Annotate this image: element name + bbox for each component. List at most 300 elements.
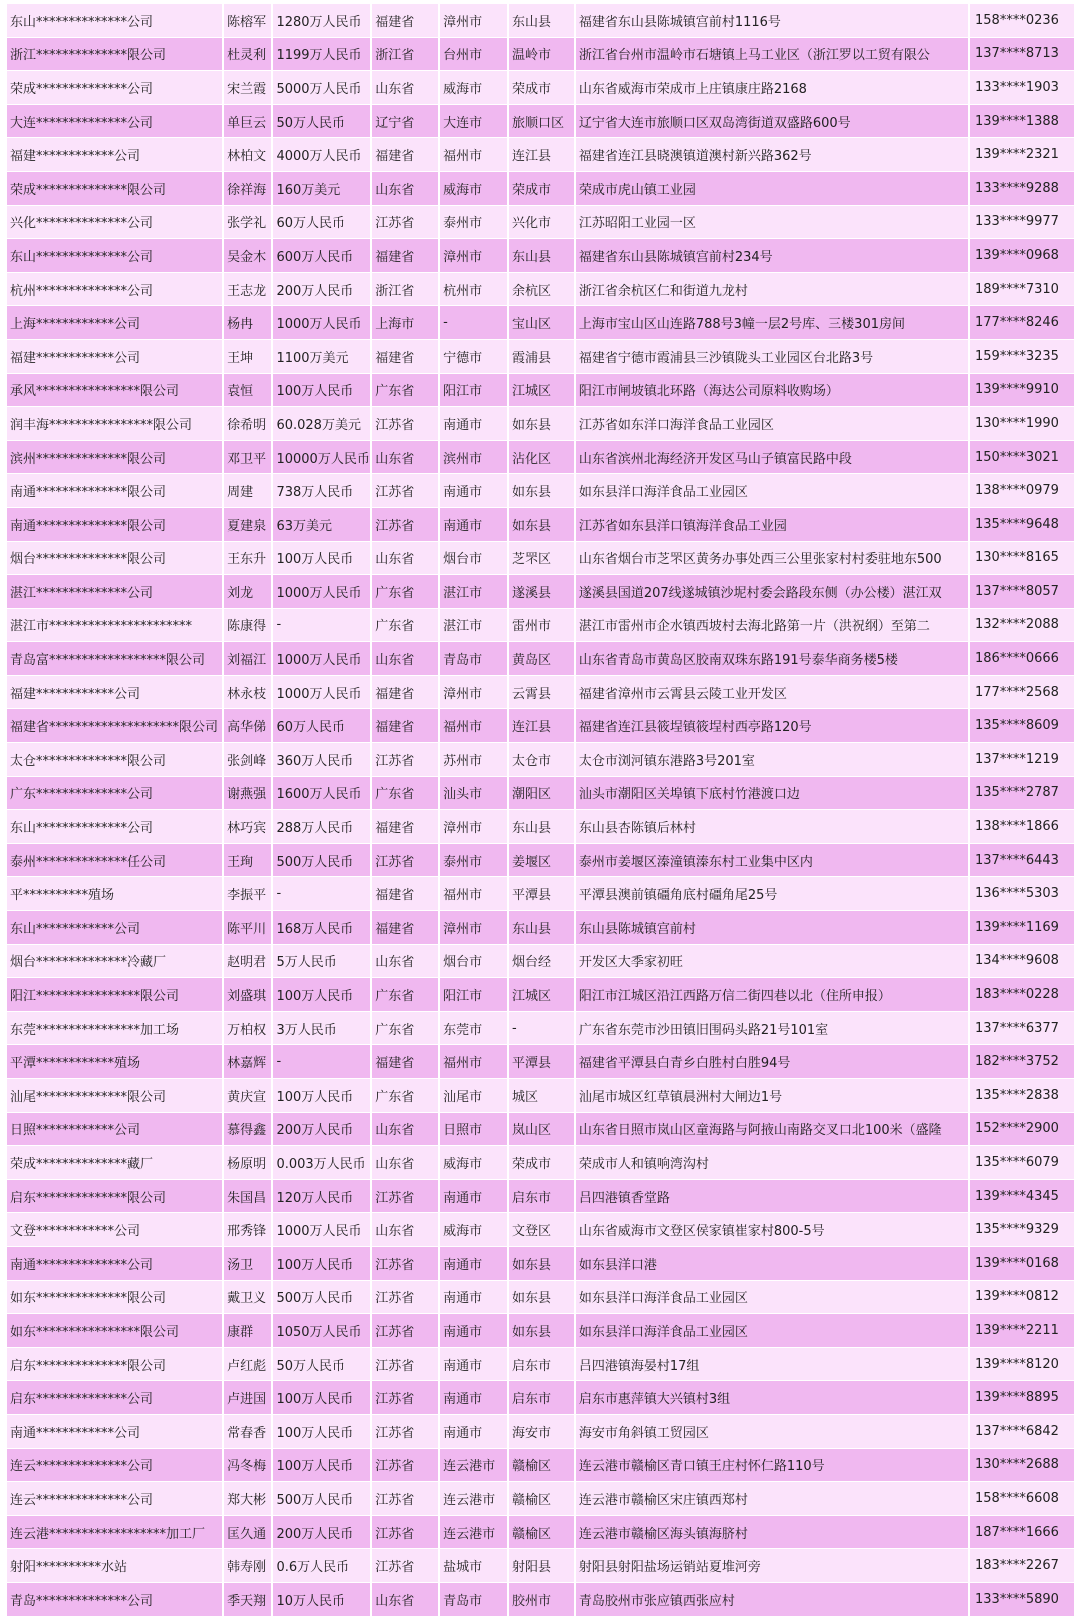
- city-cell: 阳江市: [440, 374, 507, 407]
- address-cell: 福建省宁德市霞浦县三沙镇陇头工业园区台北路3号: [576, 340, 968, 373]
- province-cell: 江苏省: [372, 1247, 438, 1280]
- phone-cell: 139****2321: [970, 138, 1074, 171]
- city-cell: 福州市: [440, 138, 507, 171]
- legal-person-cell: 王坤: [224, 340, 271, 373]
- province-cell: 江苏省: [372, 1449, 438, 1482]
- province-cell: 山东省: [372, 1213, 438, 1246]
- legal-person-cell: 慕得鑫: [224, 1113, 271, 1146]
- table-row: [7, 1381, 1074, 1414]
- registered-capital-cell: 100万人民币: [273, 1381, 370, 1414]
- district-cell: 霞浦县: [509, 340, 574, 373]
- district-cell: 平潭县: [509, 1045, 574, 1078]
- legal-person-cell: 王志龙: [224, 273, 271, 306]
- phone-cell: 182****3752: [970, 1045, 1074, 1078]
- table-row: [7, 239, 1074, 272]
- table-row: [7, 1247, 1074, 1280]
- province-cell: 福建省: [372, 138, 438, 171]
- city-cell: 南通市: [440, 1314, 507, 1347]
- legal-person-cell: 杨原明: [224, 1146, 271, 1179]
- registered-capital-cell: 100万人民币: [273, 1079, 370, 1112]
- address-cell: 辽宁省大连市旅顺口区双岛湾街道双盛路600号: [576, 105, 968, 138]
- province-cell: 山东省: [372, 71, 438, 104]
- address-cell: 汕头市潮阳区关埠镇下底村竹港渡口边: [576, 777, 968, 810]
- legal-person-cell: 林柏文: [224, 138, 271, 171]
- city-cell: 盐城市: [440, 1549, 507, 1582]
- legal-person-cell: 徐希明: [224, 407, 271, 440]
- registered-capital-cell: 63万美元: [273, 508, 370, 541]
- registered-capital-cell: 5万人民币: [273, 945, 370, 978]
- registered-capital-cell: 60.028万美元: [273, 407, 370, 440]
- legal-person-cell: 徐祥海: [224, 172, 271, 205]
- address-cell: 山东省青岛市黄岛区胶南双珠东路191号泰华商务楼5楼: [576, 642, 968, 675]
- registered-capital-cell: 500万人民币: [273, 1281, 370, 1314]
- registered-capital-cell: 5000万人民币: [273, 71, 370, 104]
- phone-cell: 183****2267: [970, 1549, 1074, 1582]
- city-cell: 连云港市: [440, 1482, 507, 1515]
- province-cell: 浙江省: [372, 273, 438, 306]
- company-name-cell: 大连**************公司: [7, 105, 222, 138]
- city-cell: 日照市: [440, 1113, 507, 1146]
- city-cell: 苏州市: [440, 743, 507, 776]
- registered-capital-cell: 60万人民币: [273, 709, 370, 742]
- district-cell: 荣成市: [509, 1146, 574, 1179]
- legal-person-cell: 谢燕强: [224, 777, 271, 810]
- city-cell: 南通市: [440, 1415, 507, 1448]
- registered-capital-cell: 1280万人民币: [273, 4, 370, 37]
- phone-cell: 134****9608: [970, 945, 1074, 978]
- legal-person-cell: 杨冉: [224, 306, 271, 339]
- address-cell: 连云港市赣榆区宋庄镇西郑村: [576, 1482, 968, 1515]
- table-row: [7, 642, 1074, 675]
- phone-cell: 130****1990: [970, 407, 1074, 440]
- city-cell: 泰州市: [440, 206, 507, 239]
- table-row: [7, 340, 1074, 373]
- address-cell: 山东省日照市岚山区童海路与阿掖山南路交叉口北100米（盛隆: [576, 1113, 968, 1146]
- address-cell: 东山县杏陈镇后林村: [576, 810, 968, 843]
- legal-person-cell: 袁恒: [224, 374, 271, 407]
- city-cell: 杭州市: [440, 273, 507, 306]
- district-cell: 东山县: [509, 911, 574, 944]
- company-name-cell: 浙江**************限公司: [7, 38, 222, 71]
- district-cell: 东山县: [509, 239, 574, 272]
- company-name-cell: 上海************公司: [7, 306, 222, 339]
- table-row: [7, 1583, 1074, 1616]
- district-cell: 连江县: [509, 138, 574, 171]
- phone-cell: 135****8609: [970, 709, 1074, 742]
- table-row: [7, 1146, 1074, 1179]
- legal-person-cell: 戴卫义: [224, 1281, 271, 1314]
- address-cell: 山东省烟台市芝罘区黄务办事处西三公里张家村村委驻地东500: [576, 542, 968, 575]
- registered-capital-cell: 10万人民币: [273, 1583, 370, 1616]
- district-cell: 江城区: [509, 978, 574, 1011]
- legal-person-cell: 夏建泉: [224, 508, 271, 541]
- registered-capital-cell: 200万人民币: [273, 1113, 370, 1146]
- address-cell: 连云港市赣榆区青口镇王庄村怀仁路110号: [576, 1449, 968, 1482]
- phone-cell: 177****8246: [970, 306, 1074, 339]
- table-row: [7, 441, 1074, 474]
- company-name-cell: 汕尾**************限公司: [7, 1079, 222, 1112]
- address-cell: 荣成市虎山镇工业园: [576, 172, 968, 205]
- city-cell: 福州市: [440, 877, 507, 910]
- company-name-cell: 东山**************公司: [7, 239, 222, 272]
- province-cell: 江苏省: [372, 206, 438, 239]
- legal-person-cell: 张学礼: [224, 206, 271, 239]
- legal-person-cell: 邢秀锋: [224, 1213, 271, 1246]
- phone-cell: 133****5890: [970, 1583, 1074, 1616]
- registered-capital-cell: 1000万人民币: [273, 642, 370, 675]
- district-cell: 东山县: [509, 810, 574, 843]
- table-row: [7, 105, 1074, 138]
- phone-cell: 159****3235: [970, 340, 1074, 373]
- city-cell: 漳州市: [440, 239, 507, 272]
- province-cell: 上海市: [372, 306, 438, 339]
- phone-cell: 137****1219: [970, 743, 1074, 776]
- district-cell: 赣榆区: [509, 1516, 574, 1549]
- legal-person-cell: 朱国昌: [224, 1180, 271, 1213]
- phone-cell: 139****9910: [970, 374, 1074, 407]
- district-cell: 如东县: [509, 1314, 574, 1347]
- province-cell: 山东省: [372, 172, 438, 205]
- district-cell: -: [509, 1012, 574, 1045]
- province-cell: 江苏省: [372, 1549, 438, 1582]
- table-row: [7, 1314, 1074, 1347]
- company-name-cell: 荣成**************藏厂: [7, 1146, 222, 1179]
- district-cell: 雷州市: [509, 609, 574, 642]
- address-cell: 福建省东山县陈城镇宫前村234号: [576, 239, 968, 272]
- address-cell: 平潭县澳前镇礓角底村礓角尾25号: [576, 877, 968, 910]
- company-name-cell: 福建************公司: [7, 340, 222, 373]
- phone-cell: 138****0979: [970, 474, 1074, 507]
- province-cell: 广东省: [372, 1079, 438, 1112]
- registered-capital-cell: 60万人民币: [273, 206, 370, 239]
- legal-person-cell: 王东升: [224, 542, 271, 575]
- address-cell: 吕四港镇海晏村17组: [576, 1348, 968, 1381]
- province-cell: 山东省: [372, 542, 438, 575]
- table-row: [7, 407, 1074, 440]
- phone-cell: 139****0168: [970, 1247, 1074, 1280]
- registered-capital-cell: 1000万人民币: [273, 1213, 370, 1246]
- registered-capital-cell: 1000万人民币: [273, 575, 370, 608]
- legal-person-cell: 陈康得: [224, 609, 271, 642]
- province-cell: 江苏省: [372, 1381, 438, 1414]
- province-cell: 山东省: [372, 1146, 438, 1179]
- province-cell: 江苏省: [372, 1415, 438, 1448]
- table-row: [7, 508, 1074, 541]
- city-cell: 湛江市: [440, 609, 507, 642]
- phone-cell: 139****4345: [970, 1180, 1074, 1213]
- table-row: [7, 1415, 1074, 1448]
- table-row: [7, 138, 1074, 171]
- table-row: [7, 374, 1074, 407]
- legal-person-cell: 季天翔: [224, 1583, 271, 1616]
- company-name-cell: 平**********殖场: [7, 877, 222, 910]
- address-cell: 太仓市浏河镇东港路3号201室: [576, 743, 968, 776]
- legal-person-cell: 张剑峰: [224, 743, 271, 776]
- company-name-cell: 杭州**************公司: [7, 273, 222, 306]
- address-cell: 山东省滨州北海经济开发区马山子镇富民路中段: [576, 441, 968, 474]
- city-cell: 烟台市: [440, 945, 507, 978]
- table-row: [7, 945, 1074, 978]
- legal-person-cell: 周建: [224, 474, 271, 507]
- registered-capital-cell: 10000万人民币: [273, 441, 370, 474]
- company-name-cell: 连云港******************加工厂: [7, 1516, 222, 1549]
- phone-cell: 183****0228: [970, 978, 1074, 1011]
- city-cell: 威海市: [440, 1146, 507, 1179]
- phone-cell: 132****2088: [970, 609, 1074, 642]
- address-cell: 汕尾市城区红草镇晨洲村大闸边1号: [576, 1079, 968, 1112]
- province-cell: 江苏省: [372, 407, 438, 440]
- legal-person-cell: 杜灵利: [224, 38, 271, 71]
- address-cell: 上海市宝山区山连路788号3幢一层2号库、三楼301房间: [576, 306, 968, 339]
- registered-capital-cell: 3万人民币: [273, 1012, 370, 1045]
- district-cell: 荣成市: [509, 172, 574, 205]
- province-cell: 福建省: [372, 709, 438, 742]
- phone-cell: 133****1903: [970, 71, 1074, 104]
- province-cell: 江苏省: [372, 1281, 438, 1314]
- company-name-cell: 如东****************限公司: [7, 1314, 222, 1347]
- legal-person-cell: 李振平: [224, 877, 271, 910]
- city-cell: 连云港市: [440, 1449, 507, 1482]
- legal-person-cell: 卢进国: [224, 1381, 271, 1414]
- table-row: [7, 4, 1074, 37]
- district-cell: 江城区: [509, 374, 574, 407]
- company-name-cell: 南通**************限公司: [7, 474, 222, 507]
- legal-person-cell: 卢红彪: [224, 1348, 271, 1381]
- province-cell: 福建省: [372, 810, 438, 843]
- city-cell: 福州市: [440, 709, 507, 742]
- province-cell: 江苏省: [372, 1348, 438, 1381]
- table-row: [7, 1449, 1074, 1482]
- province-cell: 山东省: [372, 1113, 438, 1146]
- city-cell: 南通市: [440, 1247, 507, 1280]
- company-name-cell: 启东**************限公司: [7, 1348, 222, 1381]
- address-cell: 福建省连江县筱埕镇筱埕村西亭路120号: [576, 709, 968, 742]
- legal-person-cell: 宋兰霞: [224, 71, 271, 104]
- province-cell: 福建省: [372, 340, 438, 373]
- table-row: [7, 1045, 1074, 1078]
- address-cell: 遂溪县国道207线遂城镇沙坭村委会路段东侧（办公楼）湛江双: [576, 575, 968, 608]
- address-cell: 阳江市江城区沿江西路万信二街四巷以北（住所申报）: [576, 978, 968, 1011]
- phone-cell: 137****8057: [970, 575, 1074, 608]
- registered-capital-cell: 360万人民币: [273, 743, 370, 776]
- legal-person-cell: 汤卫: [224, 1247, 271, 1280]
- legal-person-cell: 刘龙: [224, 575, 271, 608]
- district-cell: 射阳县: [509, 1549, 574, 1582]
- company-name-cell: 承风****************限公司: [7, 374, 222, 407]
- company-name-cell: 烟台**************限公司: [7, 542, 222, 575]
- city-cell: 漳州市: [440, 4, 507, 37]
- legal-person-cell: 康群: [224, 1314, 271, 1347]
- district-cell: 城区: [509, 1079, 574, 1112]
- province-cell: 山东省: [372, 441, 438, 474]
- district-cell: 如东县: [509, 474, 574, 507]
- city-cell: 南通市: [440, 1348, 507, 1381]
- table-row: [7, 1348, 1074, 1381]
- address-cell: 福建省东山县陈城镇宫前村1116号: [576, 4, 968, 37]
- district-cell: 赣榆区: [509, 1449, 574, 1482]
- company-name-cell: 湛江市**********************: [7, 609, 222, 642]
- phone-cell: 158****0236: [970, 4, 1074, 37]
- company-name-cell: 东山**************公司: [7, 4, 222, 37]
- company-name-cell: 连云**************公司: [7, 1482, 222, 1515]
- district-cell: 烟台经: [509, 945, 574, 978]
- legal-person-cell: 陈平川: [224, 911, 271, 944]
- district-cell: 兴化市: [509, 206, 574, 239]
- address-cell: 东山县陈城镇宫前村: [576, 911, 968, 944]
- table-row: [7, 877, 1074, 910]
- company-name-cell: 湛江**************公司: [7, 575, 222, 608]
- registered-capital-cell: 0.003万人民币: [273, 1146, 370, 1179]
- company-name-cell: 东山************公司: [7, 911, 222, 944]
- legal-person-cell: 万柏权: [224, 1012, 271, 1045]
- province-cell: 广东省: [372, 575, 438, 608]
- address-cell: 福建省平潭县白青乡白胜村白胜94号: [576, 1045, 968, 1078]
- district-cell: 如东县: [509, 1247, 574, 1280]
- phone-cell: 177****2568: [970, 676, 1074, 709]
- province-cell: 广东省: [372, 777, 438, 810]
- phone-cell: 139****0812: [970, 1281, 1074, 1314]
- city-cell: 滨州市: [440, 441, 507, 474]
- legal-person-cell: 单巨云: [224, 105, 271, 138]
- company-name-cell: 启东**************公司: [7, 1381, 222, 1414]
- city-cell: 南通市: [440, 1180, 507, 1213]
- table-row: [7, 206, 1074, 239]
- address-cell: 湛江市雷州市企水镇西坡村去海北路第一片（洪祝纲）至第二: [576, 609, 968, 642]
- phone-cell: 158****6608: [970, 1482, 1074, 1515]
- district-cell: 余杭区: [509, 273, 574, 306]
- phone-cell: 138****1866: [970, 810, 1074, 843]
- district-cell: 芝罘区: [509, 542, 574, 575]
- registered-capital-cell: 200万人民币: [273, 1516, 370, 1549]
- table-row: [7, 474, 1074, 507]
- address-cell: 荣成市人和镇响湾沟村: [576, 1146, 968, 1179]
- city-cell: 漳州市: [440, 911, 507, 944]
- phone-cell: 152****2900: [970, 1113, 1074, 1146]
- registered-capital-cell: 50万人民币: [273, 1348, 370, 1381]
- registered-capital-cell: 1199万人民币: [273, 38, 370, 71]
- table-row: [7, 71, 1074, 104]
- district-cell: 海安市: [509, 1415, 574, 1448]
- district-cell: 荣成市: [509, 71, 574, 104]
- phone-cell: 139****8895: [970, 1381, 1074, 1414]
- city-cell: 青岛市: [440, 642, 507, 675]
- legal-person-cell: 黄庆宣: [224, 1079, 271, 1112]
- district-cell: 启东市: [509, 1348, 574, 1381]
- registered-capital-cell: 100万人民币: [273, 1449, 370, 1482]
- phone-cell: 139****0968: [970, 239, 1074, 272]
- table-row: [7, 709, 1074, 742]
- province-cell: 江苏省: [372, 508, 438, 541]
- province-cell: 福建省: [372, 239, 438, 272]
- address-cell: 浙江省余杭区仁和街道九龙村: [576, 273, 968, 306]
- district-cell: 姜堰区: [509, 844, 574, 877]
- registered-capital-cell: 200万人民币: [273, 273, 370, 306]
- city-cell: 威海市: [440, 1213, 507, 1246]
- city-cell: 青岛市: [440, 1583, 507, 1616]
- province-cell: 广东省: [372, 978, 438, 1011]
- address-cell: 如东县洋口海洋食品工业园区: [576, 1314, 968, 1347]
- city-cell: 宁德市: [440, 340, 507, 373]
- table-row: [7, 38, 1074, 71]
- city-cell: 大连市: [440, 105, 507, 138]
- district-cell: 潮阳区: [509, 777, 574, 810]
- table-row: [7, 1482, 1074, 1515]
- company-name-cell: 荣成**************公司: [7, 71, 222, 104]
- company-name-cell: 兴化**************公司: [7, 206, 222, 239]
- province-cell: 福建省: [372, 1045, 438, 1078]
- province-cell: 浙江省: [372, 38, 438, 71]
- district-cell: 赣榆区: [509, 1482, 574, 1515]
- registered-capital-cell: 50万人民币: [273, 105, 370, 138]
- company-name-cell: 太仓**************限公司: [7, 743, 222, 776]
- legal-person-cell: 刘盛琪: [224, 978, 271, 1011]
- phone-cell: 135****9648: [970, 508, 1074, 541]
- city-cell: 威海市: [440, 71, 507, 104]
- phone-cell: 133****9977: [970, 206, 1074, 239]
- address-cell: 启东市惠萍镇大兴镇村3组: [576, 1381, 968, 1414]
- company-name-cell: 润丰海****************限公司: [7, 407, 222, 440]
- registered-capital-cell: 500万人民币: [273, 1482, 370, 1515]
- district-cell: 如东县: [509, 407, 574, 440]
- table-row: [7, 1012, 1074, 1045]
- district-cell: 黄岛区: [509, 642, 574, 675]
- phone-cell: 137****6377: [970, 1012, 1074, 1045]
- phone-cell: 135****2838: [970, 1079, 1074, 1112]
- address-cell: 江苏昭阳工业园一区: [576, 206, 968, 239]
- address-cell: 福建省连江县晓澳镇道澳村新兴路362号: [576, 138, 968, 171]
- province-cell: 福建省: [372, 676, 438, 709]
- company-name-cell: 平潭************殖场: [7, 1045, 222, 1078]
- legal-person-cell: 韩寿刚: [224, 1549, 271, 1582]
- registered-capital-cell: 1100万美元: [273, 340, 370, 373]
- company-name-cell: 启东**************限公司: [7, 1180, 222, 1213]
- legal-person-cell: 林永枝: [224, 676, 271, 709]
- phone-cell: 189****7310: [970, 273, 1074, 306]
- province-cell: 江苏省: [372, 1516, 438, 1549]
- province-cell: 江苏省: [372, 743, 438, 776]
- province-cell: 山东省: [372, 945, 438, 978]
- legal-person-cell: 王珣: [224, 844, 271, 877]
- legal-person-cell: 高华俤: [224, 709, 271, 742]
- company-name-cell: 烟台**************冷藏厂: [7, 945, 222, 978]
- company-name-cell: 阳江****************限公司: [7, 978, 222, 1011]
- address-cell: 广东省东莞市沙田镇旧围码头路21号101室: [576, 1012, 968, 1045]
- table-row: [7, 978, 1074, 1011]
- address-cell: 如东县洋口港: [576, 1247, 968, 1280]
- registered-capital-cell: 500万人民币: [273, 844, 370, 877]
- phone-cell: 139****8120: [970, 1348, 1074, 1381]
- address-cell: 山东省威海市荣成市上庄镇康庄路2168: [576, 71, 968, 104]
- registered-capital-cell: 288万人民币: [273, 810, 370, 843]
- province-cell: 江苏省: [372, 1482, 438, 1515]
- registered-capital-cell: 4000万人民币: [273, 138, 370, 171]
- address-cell: 浙江省台州市温岭市石塘镇上马工业区（浙江罗以工贸有限公: [576, 38, 968, 71]
- table-row: [7, 676, 1074, 709]
- legal-person-cell: 常春香: [224, 1415, 271, 1448]
- phone-cell: 135****2787: [970, 777, 1074, 810]
- company-name-cell: 荣成**************限公司: [7, 172, 222, 205]
- address-cell: 海安市角斜镇工贸园区: [576, 1415, 968, 1448]
- district-cell: 启东市: [509, 1180, 574, 1213]
- province-cell: 江苏省: [372, 1314, 438, 1347]
- legal-person-cell: 林嘉辉: [224, 1045, 271, 1078]
- city-cell: 南通市: [440, 1381, 507, 1414]
- legal-person-cell: 林巧宾: [224, 810, 271, 843]
- district-cell: 如东县: [509, 508, 574, 541]
- table-row: [7, 542, 1074, 575]
- company-name-cell: 南通************公司: [7, 1415, 222, 1448]
- phone-cell: 137****8713: [970, 38, 1074, 71]
